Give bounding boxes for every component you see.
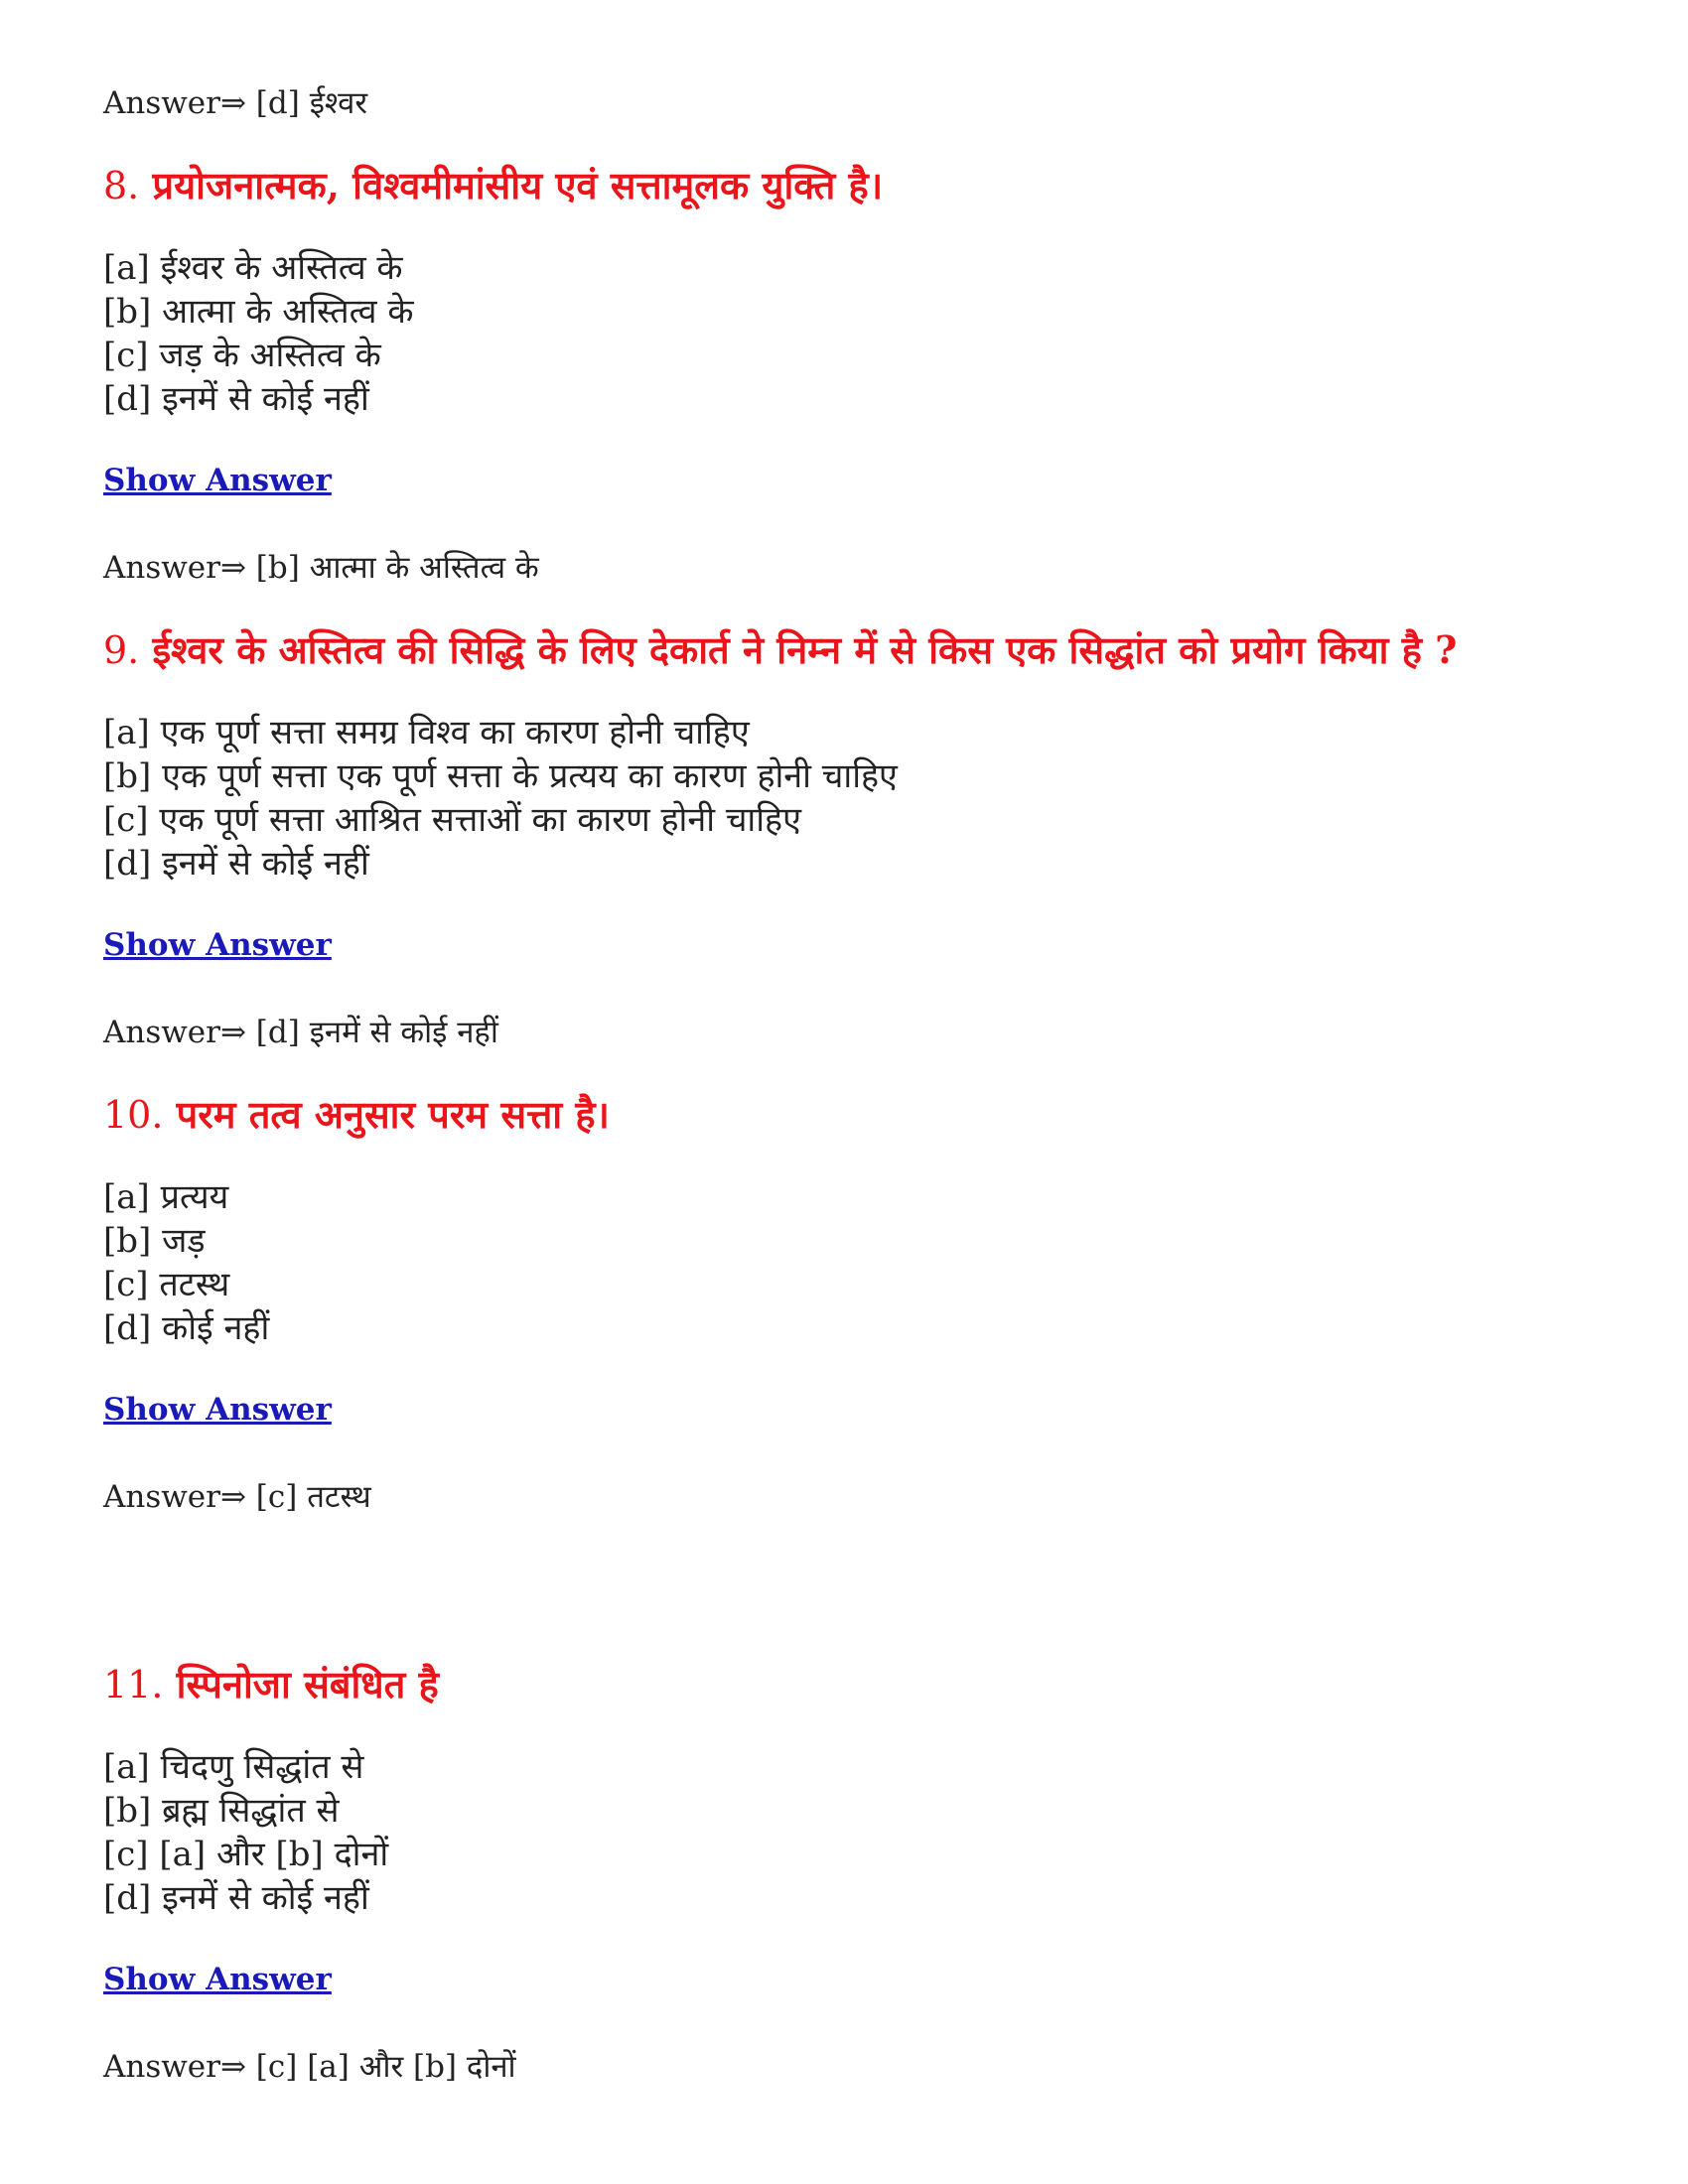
option-text: जड़ के अस्तित्व के	[159, 336, 381, 375]
option-key: [d]	[103, 379, 152, 419]
option-text: आत्मा के अस्तित्व के	[162, 292, 414, 332]
option-text: इनमें से कोई नहीं	[162, 844, 369, 884]
option-text: ईश्वर के अस्तित्व के	[160, 248, 403, 288]
answer-prefix: Answer⇒ [d]	[103, 1015, 300, 1050]
option-key: [a]	[103, 248, 150, 288]
option-key: [a]	[103, 713, 150, 752]
option-key: [c]	[103, 1265, 149, 1304]
option-key: [c]	[103, 800, 149, 840]
option-text: एक पूर्ण सत्ता समग्र विश्व का कारण होनी चाहिए	[160, 713, 750, 752]
question-10-option-c	[103, 1263, 229, 1306]
option-text: एक पूर्ण सत्ता एक पूर्ण सत्ता के प्रत्यय का कारण होनी चाहिए	[162, 756, 898, 796]
question-number: 10.	[103, 1093, 164, 1137]
question-text: परम तत्व अनुसार परम सत्ता है।	[176, 1092, 610, 1137]
answer-prefix: Answer⇒ [d]	[103, 85, 300, 121]
question-8-option-c	[103, 334, 381, 377]
option-key: [a]	[103, 1747, 150, 1787]
answer-prefix: Answer⇒ [b]	[103, 550, 300, 586]
question-10-option-a	[103, 1175, 228, 1219]
option-text: ब्रह्म सिद्धांत से	[162, 1791, 340, 1831]
option-key: [b]	[103, 1791, 152, 1831]
answer-line-9	[103, 1013, 498, 1052]
answer-prefix: Answer⇒ [c]	[103, 2049, 298, 2085]
answer-text: ईश्वर	[309, 85, 367, 121]
answer-line-8	[103, 548, 539, 588]
question-11-option-c	[103, 1833, 388, 1876]
option-text: इनमें से कोई नहीं	[162, 1878, 369, 1918]
option-key: [b]	[103, 756, 152, 796]
question-11-title	[103, 1660, 439, 1709]
question-9-option-b	[103, 754, 898, 798]
question-number: 8.	[103, 164, 140, 207]
option-key: [b]	[103, 292, 152, 332]
answer-text: [a] और [b] दोनों	[307, 2049, 516, 2085]
question-10-option-d	[103, 1306, 269, 1350]
answer-line-10	[103, 1477, 371, 1517]
option-text: इनमें से कोई नहीं	[162, 379, 369, 419]
question-8-option-d	[103, 377, 369, 421]
question-11-option-b	[103, 1789, 340, 1833]
question-11-option-a	[103, 1745, 363, 1789]
option-text: जड़	[162, 1221, 206, 1261]
question-11-option-d	[103, 1876, 369, 1920]
option-key: [c]	[103, 1835, 149, 1874]
question-text: स्पिनोजा संबंधित है	[176, 1662, 439, 1706]
option-key: [b]	[103, 1221, 152, 1261]
question-9-title	[103, 625, 1457, 675]
question-number: 9.	[103, 628, 140, 672]
show-answer-button-9[interactable]: Show Answer	[103, 927, 332, 963]
question-text: ईश्वर के अस्तित्व की सिद्धि के लिए देकार्त ने निम्न में से किस एक सिद्धांत को प्रयोग किया है ?	[152, 627, 1458, 672]
show-answer-button-10[interactable]: Show Answer	[103, 1392, 332, 1428]
option-text: प्रत्यय	[160, 1177, 229, 1217]
option-text: चिदणु सिद्धांत से	[160, 1747, 364, 1787]
option-text: एक पूर्ण सत्ता आश्रित सत्ताओं का कारण होनी चाहिए	[159, 800, 801, 840]
answer-line-11	[103, 2047, 516, 2087]
question-8-option-b	[103, 290, 414, 334]
option-text: तटस्थ	[159, 1265, 230, 1304]
show-answer-button-8[interactable]: Show Answer	[103, 463, 332, 498]
answer-text: आत्मा के अस्तित्व के	[309, 550, 539, 586]
option-key: [c]	[103, 336, 149, 375]
option-key: [a]	[103, 1177, 150, 1217]
option-text: कोई नहीं	[162, 1308, 270, 1348]
question-number: 11.	[103, 1663, 164, 1706]
answer-text: इनमें से कोई नहीं	[309, 1015, 498, 1050]
question-8-option-a	[103, 246, 403, 290]
show-answer-button-11[interactable]: Show Answer	[103, 1962, 332, 1997]
answer-text: तटस्थ	[307, 1479, 371, 1515]
question-10-title	[103, 1090, 610, 1140]
option-key: [d]	[103, 1878, 152, 1918]
answer-line-7	[103, 83, 367, 123]
answer-prefix: Answer⇒ [c]	[103, 1479, 298, 1515]
question-9-option-a	[103, 711, 750, 754]
question-9-option-c	[103, 798, 801, 842]
question-10-option-b	[103, 1219, 206, 1263]
question-8-title	[103, 161, 883, 210]
question-9-option-d	[103, 842, 369, 886]
option-key: [d]	[103, 1308, 152, 1348]
option-key: [d]	[103, 844, 152, 884]
question-text: प्रयोजनात्मक, विश्वमीमांसीय एवं सत्तामूलक युक्ति है।	[152, 163, 884, 207]
option-text: [a] और [b] दोनों	[159, 1835, 389, 1874]
